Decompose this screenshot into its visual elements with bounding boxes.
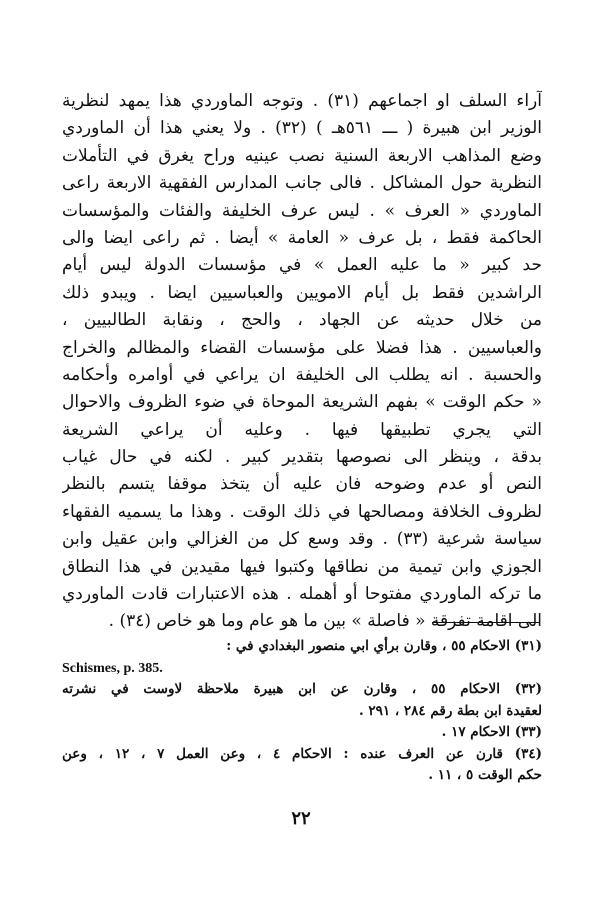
footnote-32: (٣٢) الاحكام ٥٥ ، وقارن عن ابن هبيرة ملاحظة لاوست في نشرته [62,681,542,697]
footnotes [62,636,542,787]
body-line-11: والحسبة . انه يطلب الى الخليفة ان يراعي في أوامره وأحكامه [62,364,542,385]
body-line-20: الى اقامة تفرقة « فاصلة » بين ما هو عام وما هو خاص (٣٤) . [108,611,542,632]
footnote-34-continuation: حكم الوقت ٥ ، ١١ . [428,767,542,783]
body-line-13: التي يجري تطبيقها فيها . وعليه أن يراعي الشريعة [62,419,542,440]
body-line-7: حد كبير « ما عليه العمل » في مؤسسات الدولة ليس أيام [62,255,542,276]
footnote-31: (٣١) الاحكام ٥٥ ، وقارن برأي ابي منصور البغدادي في : [226,638,542,654]
body-line-9: من خلال حديثه عن الجهاد ، والحج ، ونقابة الطالبيين ، [62,310,542,331]
footnote-separator [432,622,540,623]
footnote-33: (٣٣) الاحكام ١٧ . [441,724,542,740]
body-line-5: الماوردي « العرف » . ليس عرف الخليفة والفئات والمؤسسات [62,200,542,221]
body-line-19: ما تركه الماوردي مفتوحا أو أهمله . هذه الاعتبارات قادت الماوردي [62,584,542,605]
body-line-10: والعباسيين . هذا فضلا على مؤسسات القضاء والمظالم والخراج [62,337,542,358]
footnote-31-reference: Schismes, p. 385. [62,660,163,676]
footnote-32-continuation: لعقيدة ابن بطة رقم ٢٨٤ ، ٢٩١ . [358,702,542,719]
body-line-18: الجوزي وابن تيمية من نطاقها وكتبوا فيها مقيدين في هذا النطاق [62,556,542,577]
body-line-8: الراشدين فقط بل أيام الامويين والعباسيين ايضا . ويبدو ذلك [62,282,542,303]
body-line-15: النص أو عدم وضوحه فان عليه أن يتخذ موقفا يتسم بالنظر [62,474,542,495]
body-line-12: « حكم الوقت » بفهم الشريعة الموحاة في ضوء الظروف والاحوال [62,392,542,413]
body-line-1: آراء السلف او اجماعهم (٣١) . وتوجه الماوردي هذا يمهد لنظرية [62,91,542,111]
body-line-17: سياسة شرعية (٣٣) . وقد وسع كل من الغزالي وابن عقيل وابن [62,529,542,550]
body-line-16: لظروف الخلافة ومصالحها في ذلك الوقت . وهذا ما يسميه الفقهاء [62,501,542,522]
body-line-2: الوزير ابن هبيرة ( ـــ ٥٦١هـ ) (٣٢) . ولا يعني هذا أن الماوردي [62,118,542,139]
body-text [62,88,542,636]
footnote-34: (٣٤) قارن عن العرف عنده : الاحكام ٤ ، وعن العمل ٧ ، ١٢ ، وعن [62,745,542,762]
body-line-3: وضع المذاهب الاربعة السنية نصب عينيه وراح يغرق في التأملات [62,145,542,166]
body-line-6: الحاكمة فقط ، بل عرف « العامة » أيضا . ثم راعى ايضا والى [62,227,542,248]
body-line-14: بدقة ، وينظر الى نصوصها بتقدير كبير . لكنه في حال غياب [62,447,542,468]
page-number: ٢٢ [291,808,311,829]
body-line-4: النظرية حول المشاكل . فالى جانب المدارس الفقهية الاربعة راعى [62,173,542,194]
